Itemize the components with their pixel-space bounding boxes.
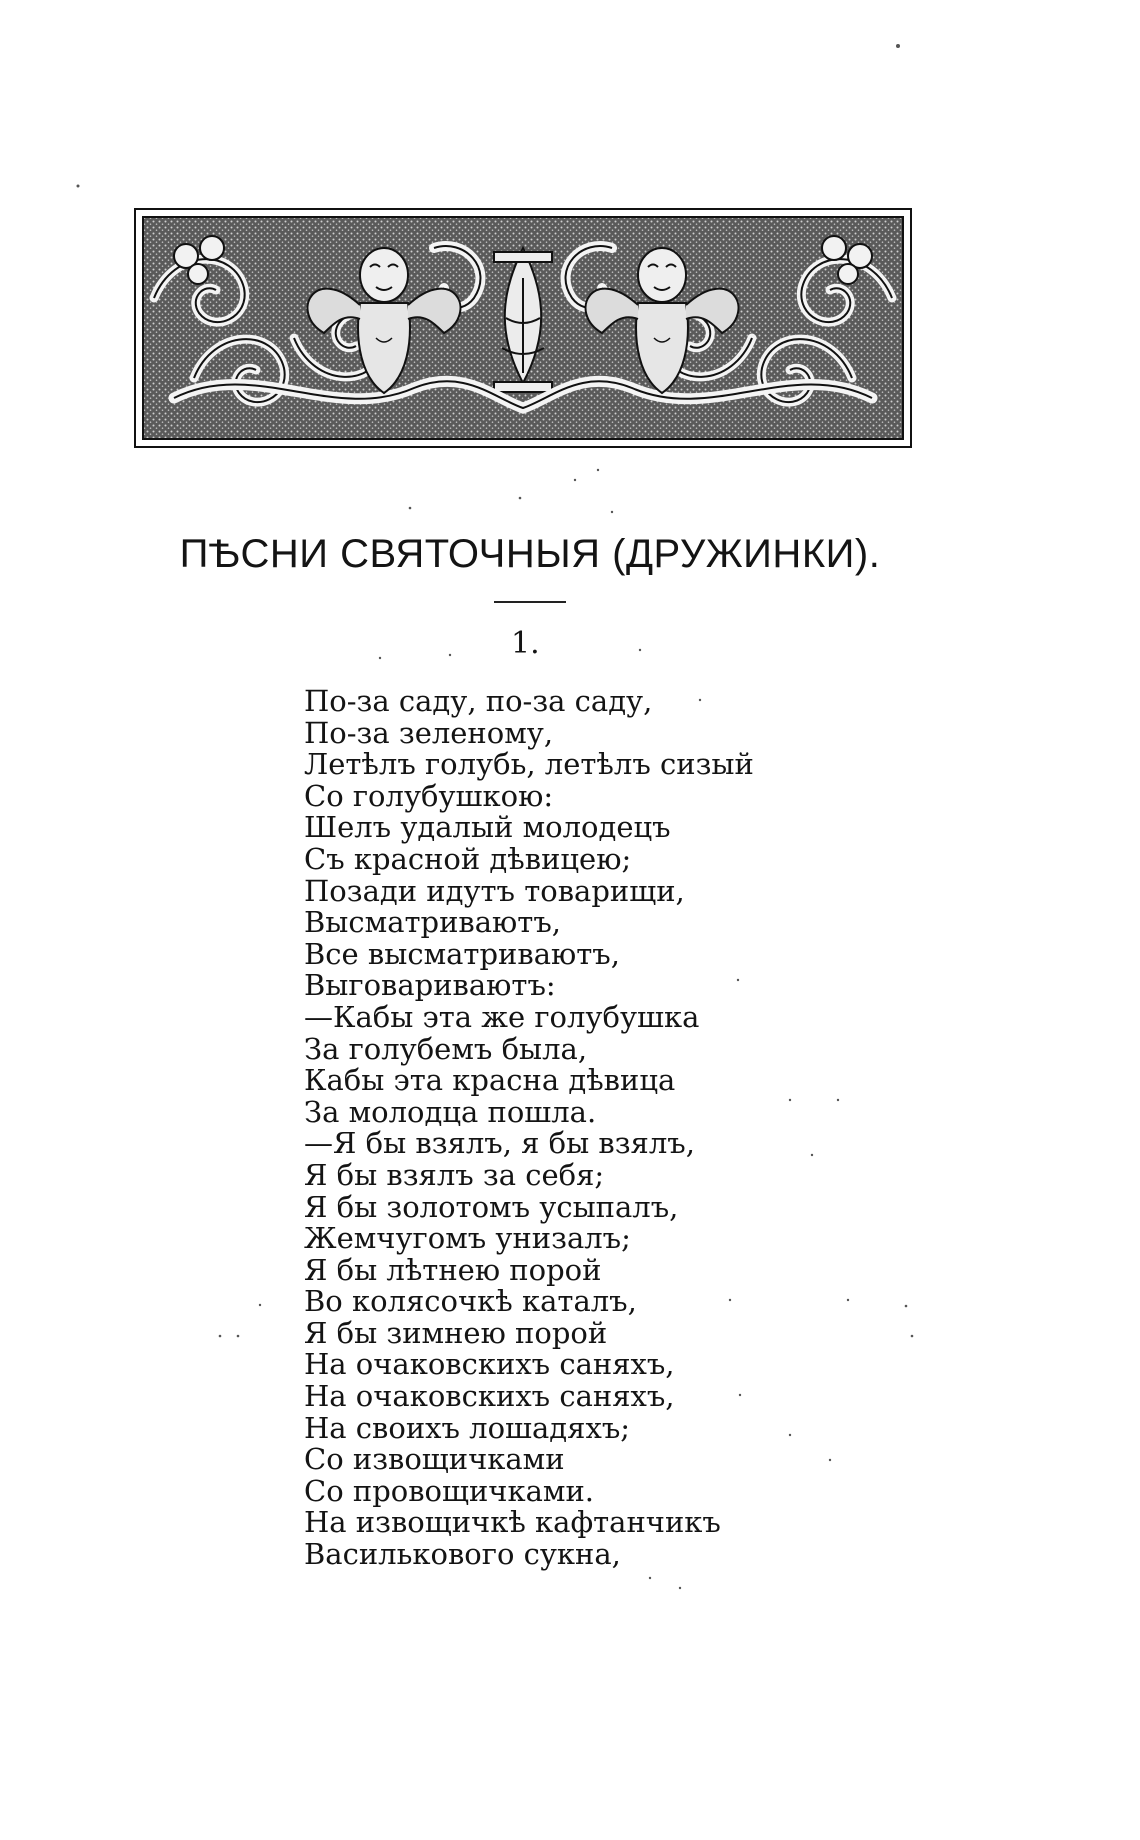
poem-line: За молодца пошла. — [304, 1094, 597, 1129]
poem-line: Во колясочкѣ каталъ, — [304, 1284, 637, 1319]
poem-line: Летѣлъ голубь, летѣлъ сизый — [304, 747, 754, 782]
poem-line: По-за зеленому, — [304, 715, 554, 750]
poem-text — [304, 686, 944, 1571]
poem-line: На очаковскихъ саняхъ, — [304, 1347, 675, 1382]
poem-line: Позади идутъ товарищи, — [304, 873, 685, 908]
poem-line: Со голубушкою: — [304, 778, 554, 813]
poem-line: Съ красной дѣвицею; — [304, 841, 632, 876]
poem-line: —Кабы эта же голубушка — [304, 999, 700, 1034]
poem-line: Я бы лѣтнею порой — [304, 1252, 602, 1287]
poem-line: На извощичкѣ кафтанчикъ — [304, 1505, 721, 1540]
poem-line: Высматриваютъ, — [304, 905, 561, 940]
poem-line: Я бы взялъ за себя; — [304, 1157, 605, 1192]
page-title: ПѢСНИ СВЯТОЧНЫЯ (ДРУЖИНКИ). — [179, 532, 881, 576]
title-divider — [494, 601, 566, 603]
poem-line: На очаковскихъ саняхъ, — [304, 1379, 675, 1414]
poem-line: Василькового сукна, — [304, 1537, 621, 1572]
poem-line: На своихъ лошадяхъ; — [304, 1410, 631, 1445]
poem-line: Я бы зимнею порой — [304, 1315, 608, 1350]
poem-line: Кабы эта красна дѣвица — [304, 1063, 676, 1098]
poem-line: Выговариваютъ: — [304, 968, 556, 1003]
poem-line: Все высматриваютъ, — [304, 936, 620, 971]
poem-line: —Я бы взялъ, я бы взялъ, — [304, 1126, 695, 1161]
poem-line: За голубемъ была, — [304, 1031, 588, 1066]
poem-line: Жемчугомъ унизалъ; — [304, 1221, 631, 1256]
ornament-headpiece — [134, 208, 912, 448]
poem-line: По-за саду, по-за саду, — [304, 684, 653, 718]
song-number: 1. — [511, 626, 540, 661]
poem-line: Я бы золотомъ усыпалъ, — [304, 1189, 679, 1224]
ornament-graphic — [134, 208, 912, 448]
poem-line: Шелъ удалый молодецъ — [304, 810, 671, 845]
poem-line: Со извощичками — [304, 1442, 565, 1477]
poem-line: Со провощичками. — [304, 1473, 594, 1508]
